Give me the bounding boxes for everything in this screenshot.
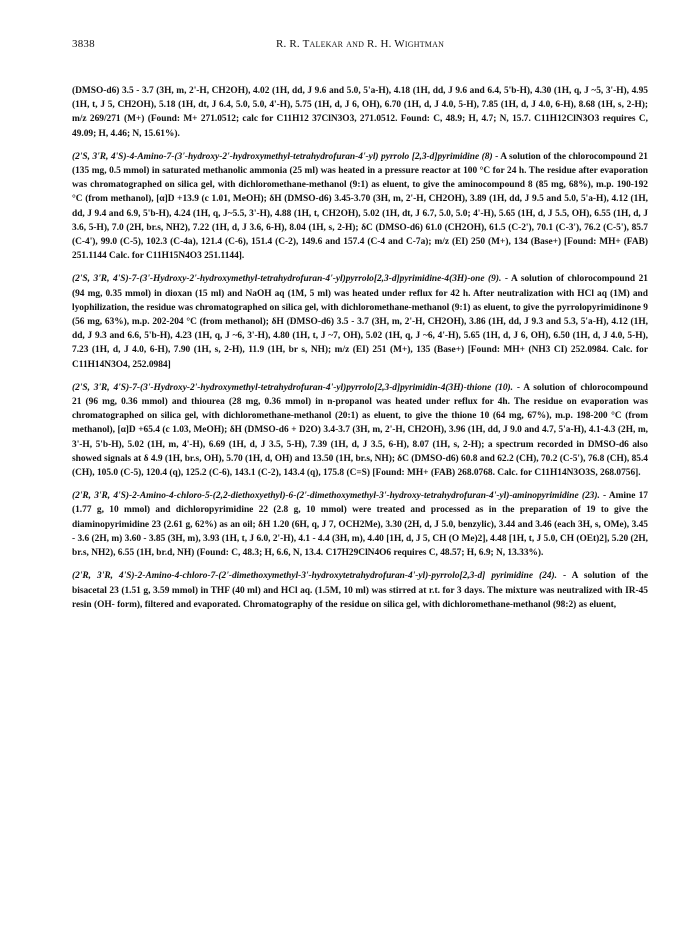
running-head: R. R. Talekar and R. H. Wightman	[275, 38, 445, 50]
paragraph-compound-23	[72, 489, 648, 560]
compound-heading: (2'R, 3'R, 4'S)-2-Amino-4-chloro-5-(2,2-diethoxyethyl)-6-(2'-dimethoxymethyl-3'-hydroxy-tetrahydrofuran-4'-yl)-aminopyrimidine (23).	[72, 491, 600, 502]
paragraph-compound-8	[72, 150, 648, 264]
paragraph-text: (DMSO-d6) 3.5 - 3.7 (3H, m, 2'-H, CH2OH), 4.02 (1H, dd, J 9.6 and 5.0, 5'a-H), 4.18 (1H, dd, J 9.6 and 6.4, 5'b-H), 4.30 (1H, q, J ~5, 3'-H), 4.95 (1H, t, J 5, CH2OH), 5.18 (1H, dt, J 6.4, 5.0, 5.0, 4'-H), 5.75 (1H, d, J 6, OH), 6.70 (1H, d, J 4.0, 5-H), 7.85 (1H, d, J 4.0, 6-H), 8.68 (1H, s, 2-H); m/z 269/271 (M+) (Found: M+ 271.0512; calc for C11H12 37ClN3O3, 271.0512. Found: C, 48.9; H, 4.7; N, 15.7. C11H12ClN3O3 requires C, 49.09; H, 4.46; N, 15.61%).	[72, 86, 648, 139]
paragraph-text: - A solution of chlorocompound 21 (94 mg, 0.35 mmol) in dioxan (15 ml) and NaOH aq (1M, 5 ml) was heated under reflux for 42 h. After neutralization with HCl aq (1M) and lyophilization, the residue was chromatographed on silica gel, with dichloromethane-methanol (9:1) as eluent, to give the pyrrolopyrimidinone 9 (56 mg, 63%), m.p. 202-204 °C (from methanol); δH (DMSO-d6) 3.5 - 3.7 (3H, m, 2'-H, CH2OH), 3.86 (1H, dd, J 9.3 and 5.3, 5'a-H), 4.12 (1H, dd, J 9.3 and 6.6, 5'b-H), 4.23 (1H, q, J ~6, 3'-H), 4.80 (1H, t, J ~7, OH), 5.02 (1H, q, J ~6, 4'-H), 5.65 (1H, d, J 6, OH), 6.50 (1H, d, J 4.0, 5-H), 7.23 (1H, d, J 4.0, 6-H), 7.90 (1H, s, 2-H), 11.9 (1H, br s, NH); m/z (EI) 251 (M+), 135 (Base+) [Found: MH+ (NH3 CI) 252.0984. Calc. for C11H14N3O4, 252.0984]	[72, 274, 648, 370]
paragraph-compound-9	[72, 272, 648, 371]
paragraph-text: - Amine 17 (1.77 g, 10 mmol) and dichloropyrimidine 22 (2.8 g, 10 mmol) were treated and processed as in the preparation of 19 to give the diaminopyrimidine 23 (2.61 g, 62%) as an oil; δH 1.20 (6H, q, J 7, OCH2Me), 3.30 (2H, d, J 5.0, benzylic), 3.44 and 3.46 (each 3H, s, OMe), 3.45 - 3.6 (2H, m) 3.60 - 3.85 (3H, m), 3.93 (1H, t, J 6.0, 2'-H), 4.1 - 4.4 (3H, m), 4.40 [1H, d, J 5, CH (O Me)2], 4.48 [1H, t, J 5.0, CH (OEt)2], 5.20 (2H, br.s, NH2), 6.55 (1H, br.d, NH) (Found: C, 48.3; H, 6.6, N, 13.4. C17H29ClN4O6 requires C, 48.57; H, 6.9; N, 13.33%).	[72, 491, 648, 559]
compound-heading: (2'R, 3'R, 4'S)-2-Amino-4-chloro-7-(2'-dimethoxymethyl-3'-hydroxytetrahydrofuran-4'-yl)-pyrrolo[2,3-d] pyrimidine (24).	[72, 571, 557, 582]
page-header	[72, 38, 648, 54]
compound-heading: (2'S, 3'R, 4'S)-4-Amino-7-(3'-hydroxy-2'-hydroxymethyl-tetrahydrofuran-4'-yl) pyrrolo [2,3-d]pyrimidine (8)	[72, 151, 493, 162]
paragraph-compound-24	[72, 569, 648, 612]
compound-heading: (2'S, 3'R, 4'S)-7-(3'-Hydroxy-2'-hydroxymethyl-tetrahydrofuran-4'-yl)pyrrolo[2,3-d]pyrimidine-4(3H)-one (9).	[72, 274, 502, 285]
experimental-text	[72, 84, 648, 621]
paragraph-text: - A solution of the bisacetal 23 (1.51 g, 3.59 mmol) in THF (40 ml) and HCl aq. (1.5M, 10 ml) was stirred at r.t. for 3 days. The mixture was neutralized with IR-45 resin (OH- form), filtered and evaporated. Chromatography of the residue on silica gel, with dichloromethane-methanol (98:2) as eluent,	[72, 571, 648, 610]
page-number: 3838	[72, 38, 95, 50]
paragraph-text: - A solution of chlorocompound 21 (96 mg, 0.36 mmol) and thiourea (28 mg, 0.36 mmol) in n-propanol was heated under reflux for 4h. The residue on evaporation was chromatographed on silica gel, with dichloromethane-methanol (20:1) as eluent, to give the thione 10 (64 mg, 67%), m.p. 198-200 °C (from methanol), [α]D +65.4 (c 1.03, MeOH); δH (DMSO-d6 + D2O) 3.4-3.7 (3H, m, 2'-H, CH2OH), 3.96 (1H, dd, J 9.0 and 4.7, 5'a-H), 4.1-4.3 (2H, m, 3'-H, 5'b-H), 5.02 (1H, m, 4'-H), 6.69 (1H, d, J 3.5, 5-H), 7.39 (1H, d, J 3.5, 6-H), 8.07 (1H, s, 2-H); a spectrum recorded in DMSO-d6 also showed signals at δ 4.9 (1H, br.s, OH), 5.70 (1H, d, OH) and 13.50 (1H, br.s, NH); δC (DMSO-d6) 60.8 and 62.2 (CH), 70.2 (C-5'), 76.8 (CH), 85.4 (CH), 105.0 (C-5), 120.4 (q), 125.2 (C-6), 143.1 (C-2), 143.4 (q), 175.8 (C=S) [Found: MH+ (FAB) 268.0768. Calc. for C11H14N3O3S, 268.0756].	[72, 382, 648, 479]
paragraph-continuation	[72, 84, 648, 141]
compound-heading: (2'S, 3'R, 4'S)-7-(3'-Hydroxy-2'-hydroxymethyl-tetrahydrofuran-4'-yl)pyrrolo[2,3-d]pyrimidin-4(3H)-thione (10).	[72, 382, 514, 393]
paragraph-compound-10	[72, 381, 648, 480]
paragraph-text: - A solution of the chlorocompound 21 (135 mg, 0.5 mmol) in saturated methanolic ammonia (25 ml) was heated in a pressure reactor at 100 °C for 24 h. The residue after evaporation was chromatographed on silica gel, with dichloromethane-methanol (9:1) as eluent, to give the aminocompound 8 (85 mg, 68%), m.p. 190-192 °C (from methanol), [α]D +13.9 (c 1.01, MeOH); δH (DMSO-d6) 3.45-3.70 (3H, m, 2'-H, CH2OH), 3.89 (1H, dd, J 9.5 and 5.0, 5'a-H), 4.12 (1H, dd, J 9.4 and 6.9, 5'b-H), 4.24 (1H, q, J~5.5, 3'-H), 4.88 (1H, t, CH2OH), 5.02 (1H, dt, J 6.7, 5.0, 5.0; 4'-H), 5.65 (1H, d, J 5.5, OH), 6.55 (1H, d, J 3.6, 5-H), 7.0 (2H, br.s, NH2), 7.22 (1H, d, J 3.6, 6-H), 8.04 (1H, s, 2-H); δC (DMSO-d6) 61.0 (CH2OH), 61.5 (C-2'), 70.1 (C-3'), 76.2 (C-5'), 85.7 (C-4'), 99.0 (C-5), 102.3 (C-4a), 121.4 (C-6), 151.4 (C-2), 149.6 and 157.4 (C-4 and C-7a); m/z (EI) 250 (M+), 134 (Base+) [Found: MH+ (FAB) 251.1144 Calc. for C11H15N4O3 251.1144].	[72, 151, 648, 262]
